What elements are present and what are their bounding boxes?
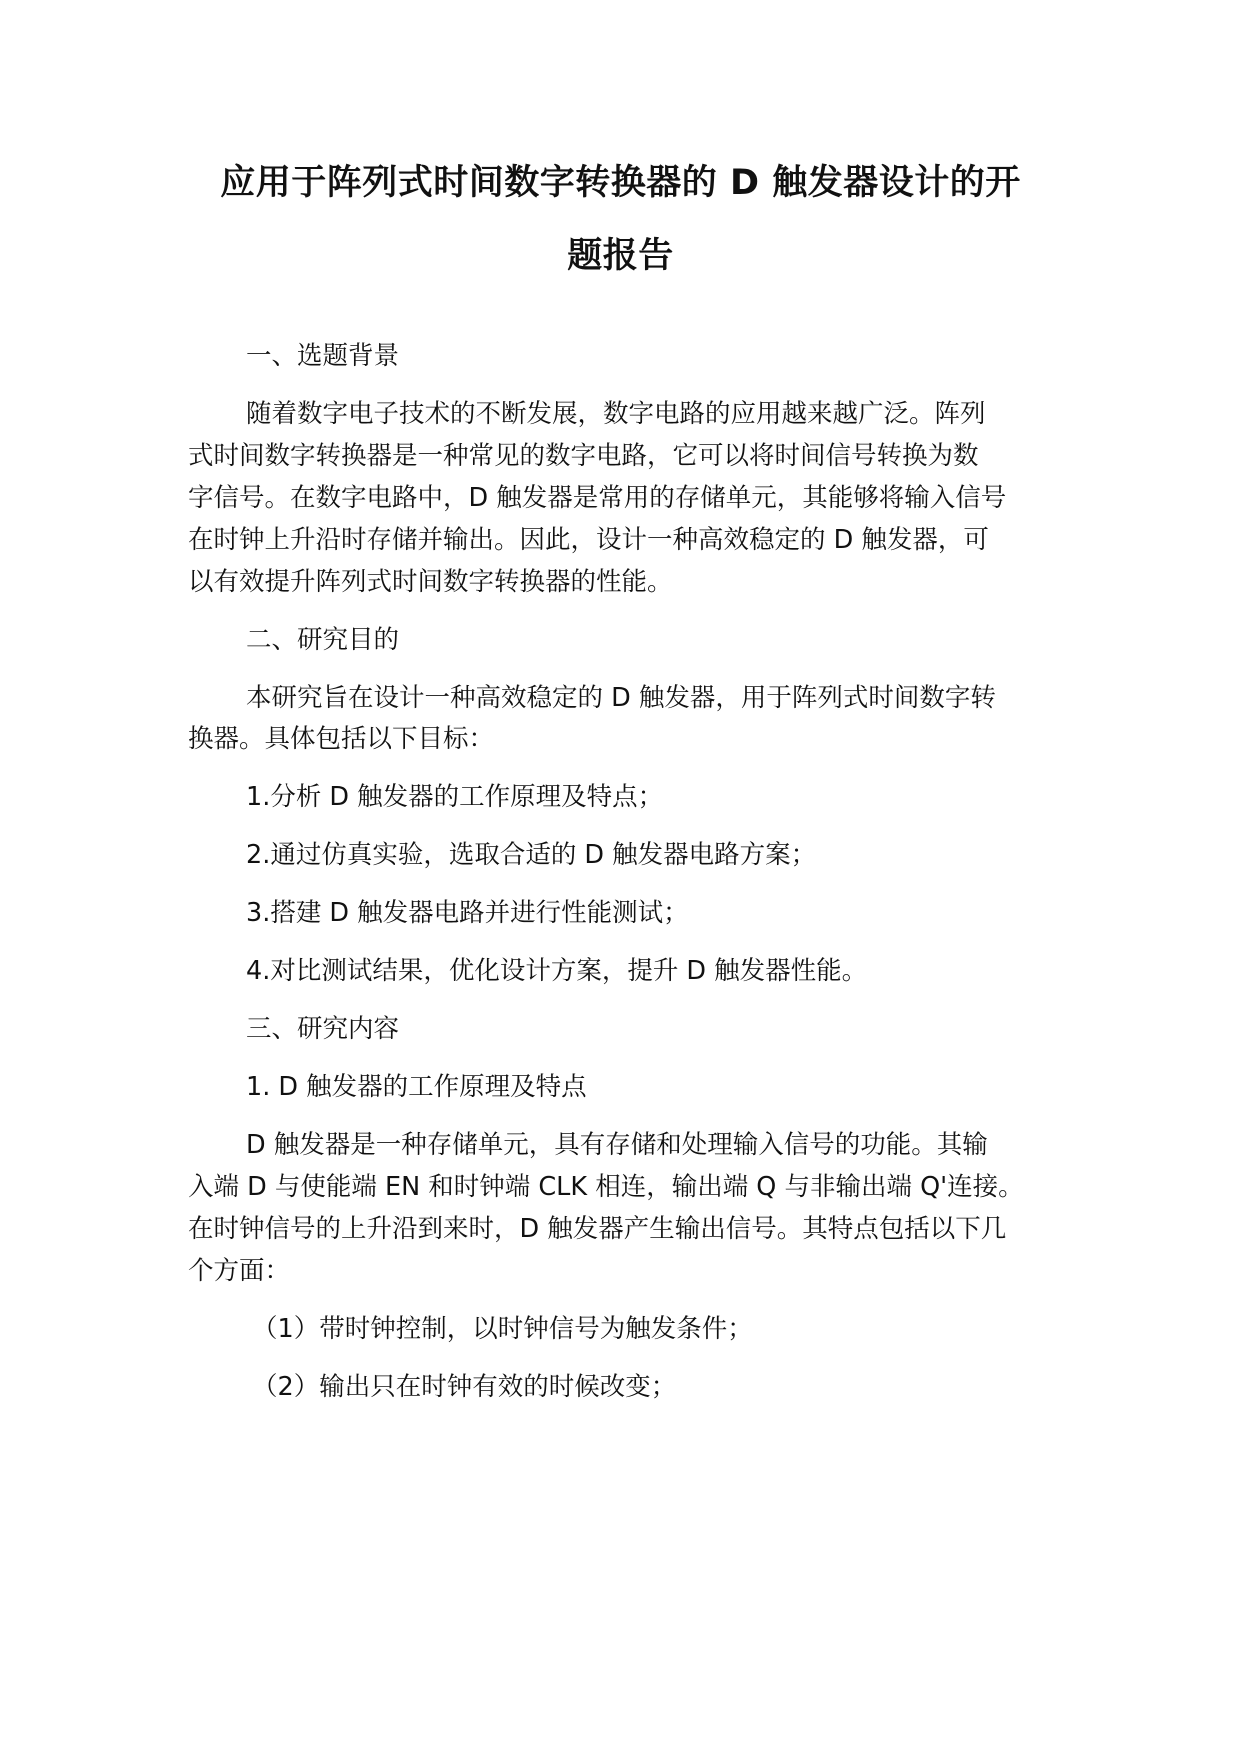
goal-item: 3.搭建 D 触发器电路并进行性能测试； [246, 898, 689, 928]
paragraph-line: 以有效提升阵列式时间数字转换器的性能。 [188, 567, 673, 597]
paragraph-line: D 触发器是一种存储单元，具有存储和处理输入信号的功能。其输 [246, 1130, 988, 1160]
title-line-1: 应用于阵列式时间数字转换器的 D 触发器设计的开 [220, 163, 1021, 203]
paragraph-line: 式时间数字转换器是一种常见的数字电路，它可以将时间信号转换为数 [188, 441, 979, 471]
paragraph-line: 随着数字电子技术的不断发展，数字电路的应用越来越广泛。阵列 [246, 399, 986, 429]
title-line-2: 题报告 [567, 236, 674, 276]
paragraph-line: 本研究旨在设计一种高效稳定的 D 触发器，用于阵列式时间数字转 [246, 683, 996, 713]
paragraph-line: 在时钟上升沿时存储并输出。因此，设计一种高效稳定的 D 触发器，可 [188, 525, 989, 555]
section-1-heading: 一、选题背景 [246, 341, 400, 371]
section-2-heading: 二、研究目的 [246, 625, 400, 655]
paragraph-line: 入端 D 与使能端 EN 和时钟端 CLK 相连，输出端 Q 与非输出端 Q'连接。 [188, 1172, 1024, 1202]
paragraph-line: 字信号。在数字电路中，D 触发器是常用的存储单元，其能够将输入信号 [188, 483, 1007, 513]
goal-item: 1.分析 D 触发器的工作原理及特点； [246, 782, 664, 812]
goal-item: 4.对比测试结果，优化设计方案，提升 D 触发器性能。 [246, 956, 868, 986]
paragraph-line: 换器。具体包括以下目标： [188, 724, 495, 754]
paragraph-line: 在时钟信号的上升沿到来时，D 触发器产生输出信号。其特点包括以下几 [188, 1214, 1007, 1244]
subsection-1-heading: 1. D 触发器的工作原理及特点 [246, 1072, 587, 1102]
feature-item: （1）带时钟控制，以时钟信号为触发条件； [252, 1314, 753, 1344]
section-3-heading: 三、研究内容 [246, 1014, 400, 1044]
paragraph-line: 个方面： [188, 1256, 291, 1286]
feature-item: （2）输出只在时钟有效的时候改变； [252, 1372, 677, 1402]
goal-item: 2.通过仿真实验，选取合适的 D 触发器电路方案； [246, 840, 817, 870]
